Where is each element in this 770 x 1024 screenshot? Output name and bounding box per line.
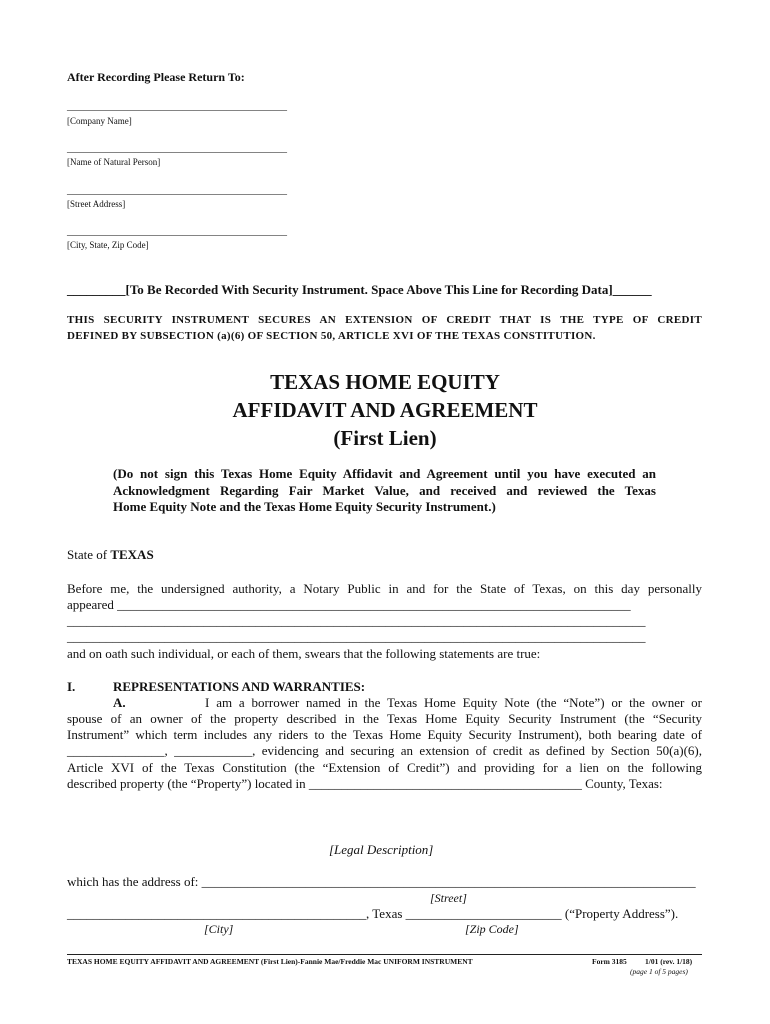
state-prefix: State of [67, 547, 111, 562]
company-name-label: [Company Name] [67, 116, 132, 126]
notice-line-2: DEFINED BY SUBSECTION (a)(6) OF SECTION 50, ARTICLE XVI OF THE TEXAS CONSTITUTION. [67, 330, 596, 342]
section-line-4[interactable]: _______________, ____________, evidencing and securing an extension of credit as defined by Section 50(a)(6), [67, 743, 702, 758]
notice-line-1: THIS SECURITY INSTRUMENT SECURES AN EXTENSION OF CREDIT THAT IS THE TYPE OF CREDIT [67, 314, 702, 326]
state-line [67, 547, 154, 563]
return-heading: After Recording Please Return To: [67, 70, 245, 84]
section-line-5: Article XVI of the Texas Constitution (the “Extension of Credit”) and providing for a lien on the following [67, 760, 702, 775]
section-line-6[interactable]: described property (the “Property”) located in __________________________________________ County, Texas: [67, 776, 663, 791]
natural-person-label: [Name of Natural Person] [67, 157, 161, 167]
footer-revision: 1/01 (rev. 1/18) [645, 957, 693, 966]
appearance-line-1: Before me, the undersigned authority, a Notary Public in and for the State of Texas, on this day personally [67, 581, 702, 596]
title-line-1: TEXAS HOME EQUITY [270, 370, 500, 394]
section-line-1: I am a borrower named in the Texas Home Equity Note (the “Note”) or the owner or [205, 695, 702, 710]
recording-data-line: _________[To Be Recorded With Security Instrument. Space Above This Line for Recording Data]______ [67, 282, 652, 297]
legal-description-label: [Legal Description] [329, 842, 434, 857]
section-line-3: Instrument” which term includes any riders to the Texas Home Equity Security Instrument), both bearing date of [67, 727, 702, 742]
footer-form-number: Form 3185 [592, 957, 627, 966]
paragraph-letter: A. [113, 695, 126, 710]
footer-page-number: (page 1 of 5 pages) [630, 967, 688, 976]
appeared-name-field-2[interactable]: _________________________________________________________________________________________ [67, 613, 646, 628]
footer-form-title: TEXAS HOME EQUITY AFFIDAVIT AND AGREEMENT (First Lien)-Fannie Mae/Freddie Mac UNIFORM INSTRUMENT [67, 957, 473, 966]
city-state-zip-label: [City, State, Zip Code] [67, 240, 149, 250]
city-state-zip-field[interactable]: ________________________________________ [67, 225, 287, 237]
city-label: [City] [204, 922, 234, 936]
street-address-label: [Street Address] [67, 199, 126, 209]
warning-line-2: Acknowledgment Regarding Fair Market Value, and received and reviewed the Texas [113, 483, 656, 498]
warning-line-3: Home Equity Note and the Texas Home Equity Security Instrument.) [113, 499, 496, 514]
warning-line-1: (Do not sign this Texas Home Equity Affidavit and Agreement until you have executed an [113, 466, 656, 481]
appeared-name-field-3[interactable]: _________________________________________________________________________________________ [67, 629, 646, 644]
state-value: TEXAS [110, 547, 154, 562]
natural-person-field[interactable]: ________________________________________ [67, 142, 287, 154]
city-zip-field[interactable]: ______________________________________________, Texas ________________________ (“Property Address”). [67, 906, 679, 921]
street-label: [Street] [430, 891, 467, 905]
section-line-2: spouse of an owner of the property described in the Texas Home Equity Security Instrument (the “Security [67, 711, 702, 726]
oath-statement: and on oath such individual, or each of them, swears that the following statements are true: [67, 646, 541, 661]
title-line-3: (First Lien) [333, 426, 437, 450]
footer-divider [67, 954, 702, 955]
title-line-2: AFFIDAVIT AND AGREEMENT [232, 398, 538, 422]
section-heading: REPRESENTATIONS AND WARRANTIES: [113, 679, 366, 694]
property-address-field[interactable]: which has the address of: ____________________________________________________________________________ [67, 874, 696, 889]
section-number: I. [67, 679, 76, 694]
street-address-field[interactable]: ________________________________________ [67, 184, 287, 196]
company-name-field[interactable]: ________________________________________ [67, 100, 287, 112]
zip-code-label: [Zip Code] [465, 922, 519, 936]
appeared-name-field[interactable]: appeared _______________________________________________________________________________ [67, 597, 631, 612]
